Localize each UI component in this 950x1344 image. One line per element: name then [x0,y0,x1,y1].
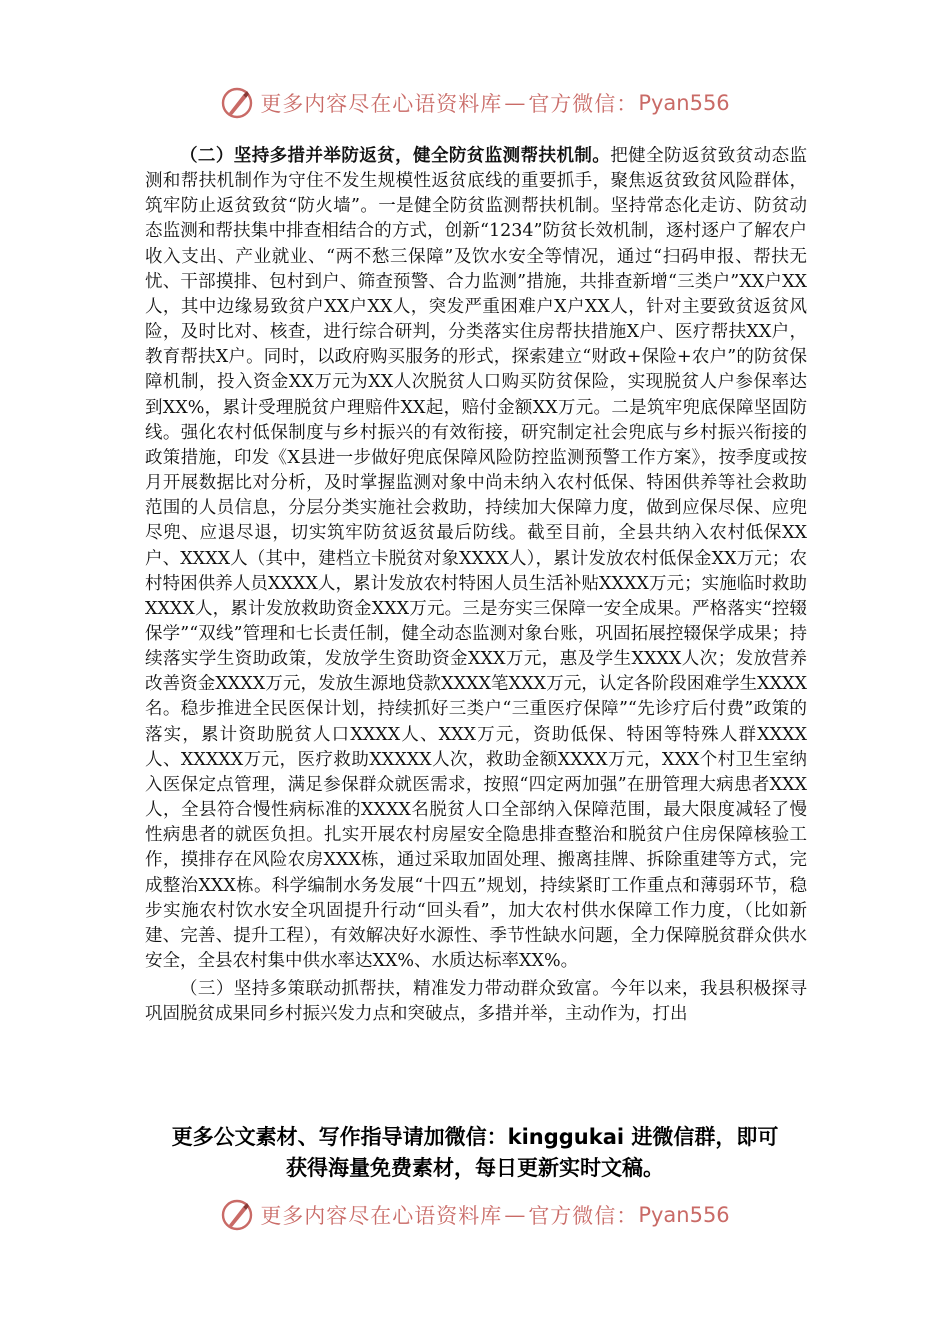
pen-nib-icon [220,1198,254,1232]
paragraph-heading: （二）坚持多措并举防返贫，健全防贫监测帮扶机制。 [180,146,611,166]
paragraph-text: 把健全防返贫致贫动态监测和帮扶机制作为守住不发生规模性返贫底线的重要抓手，聚焦返贫致贫风险群体，筑牢防止返贫致贫“防火墙”。一是健全防贫监测帮扶机制。坚持常态化走访、防贫动态监测和帮扶集中排查相结合的方式，创新“1234”防贫长效机制，逐村逐户了解农户收入支出、产业就业、“两不愁三保障”及饮水安全等情况，通过“扫码申报、帮扶无忧、干部摸排、包村到户、筛查预警、合力监测”措施，共排查新增“三类户”XX户XX人，其中边缘易致贫户XX户XX人，突发严重困难户X户XX人，针对主要致贫返贫风险，及时比对、核查，进行综合研判，分类落实住房帮扶措施X户、医疗帮扶XX户，教育帮扶X户。同时，以政府购买服务的形式，探索建立“财政+保险+农户”的防贫保障机制，投入资金XX万元为XX人次脱贫人口购买防贫保险，实现脱贫人户参保率达到XX%，累计受理脱贫户理赔件XX起，赔付金额XX万元。二是筑牢兜底保障坚固防线。强化农村低保制度与乡村振兴的有效衔接，研究制定社会兜底与乡村振兴衔接的政策措施，印发《X县进一步做好兜底保障风险防控监测预警工作方案》，按季度或按月开展数据比对分析，及时掌握监测对象中尚未纳入农村低保、特困供养等社会救助范围的人员信息，分层分类实施社会救助，持续加大保障力度，做到应保尽保、应兜尽兜、应退尽退，切实筑牢防贫返贫最后防线。截至目前，全县共纳入农村低保XX户、XXXX人（其中，建档立卡脱贫对象XXXX人），累计发放农村低保金XX万元；农村特困供养人员XXXX人，累计发放农村特困人员生活补贴XXXX万元；实施临时救助XXXX人，累计发放救助资金XXX万元。三是夯实三保障一安全成果。严格落实“控辍保学”“双线”管理和七长责任制，健全动态监测对象台账，巩固拓展控辍保学成果；持续落实学生资助政策，发放学生资助资金XXX万元，惠及学生XXXX人次；发放营养改善资金XXXX万元，发放生源地贷款XXXX笔XXX万元，认定各阶段困难学生XXXX名。稳步推进全民医保计划，持续抓好三类户“三重医疗保障”“先诊疗后付费”政策的落实，累计资助脱贫人口XXXX人、XXX万元，资助低保、特困等特殊人群XXXX人、XXXXX万元，医疗救助XXXXX人次，救助金额XXXX万元，XXX个村卫生室纳入医保定点管理，满足参保群众就医需求，按照“四定两加强”在册管理大病患者XXX人，全县符合慢性病标准的XXXX名脱贫人口全部纳入保障范围，最大限度减轻了慢性病患者的就医负担。扎实开展农村房屋安全隐患排查整治和脱贫户住房保障核验工作，摸排存在风险农房XXX栋，通过采取加固处理、搬离挂牌、拆除重建等方式，完成整治XXX栋。科学编制水务发展“十四五”规划，持续紧盯工作重点和薄弱环节，稳步实施农村饮水安全巩固提升行动“回头看”，加大农村供水保障工作力度，（比如新建、完善、提升工程），有效解决好水源性、季节性缺水问题，全力保障脱贫群众供水安全，全县农村集中供水率达XX%、水质达标率XX%。 [145,146,807,971]
watermark-wechat-label: 官方微信： [528,92,639,116]
pen-nib-icon [220,86,254,120]
paragraph-2 [145,977,807,1027]
watermark-separator: — [504,1203,527,1227]
paragraph-text: （三）坚持多策联动抓帮扶，精准发力带动群众致富。今年以来，我县积极探寻巩固脱贫成果同乡村振兴发力点和突破点，多措并举，主动作为，打出 [145,979,807,1025]
watermark-wechat-id: Pyan556 [638,1203,730,1227]
watermark-text: 更多内容尽在心语资料库 [260,1204,503,1228]
footer-watermark [0,1198,950,1232]
paragraph-1 [145,144,807,974]
watermark-wechat-id: Pyan556 [638,91,730,115]
promo-line-2: 获得海量免费素材，每日更新实时文稿。 [286,1156,664,1180]
watermark-text: 更多内容尽在心语资料库 [260,92,503,116]
promo-notice [0,1122,950,1184]
watermark-wechat-label: 官方微信： [528,1204,639,1228]
watermark-separator: — [504,91,527,115]
header-watermark [0,86,950,120]
promo-line-1: 更多公文素材、写作指导请加微信：kinggukai 进微信群，即可 [171,1125,779,1149]
document-body [145,144,807,1027]
